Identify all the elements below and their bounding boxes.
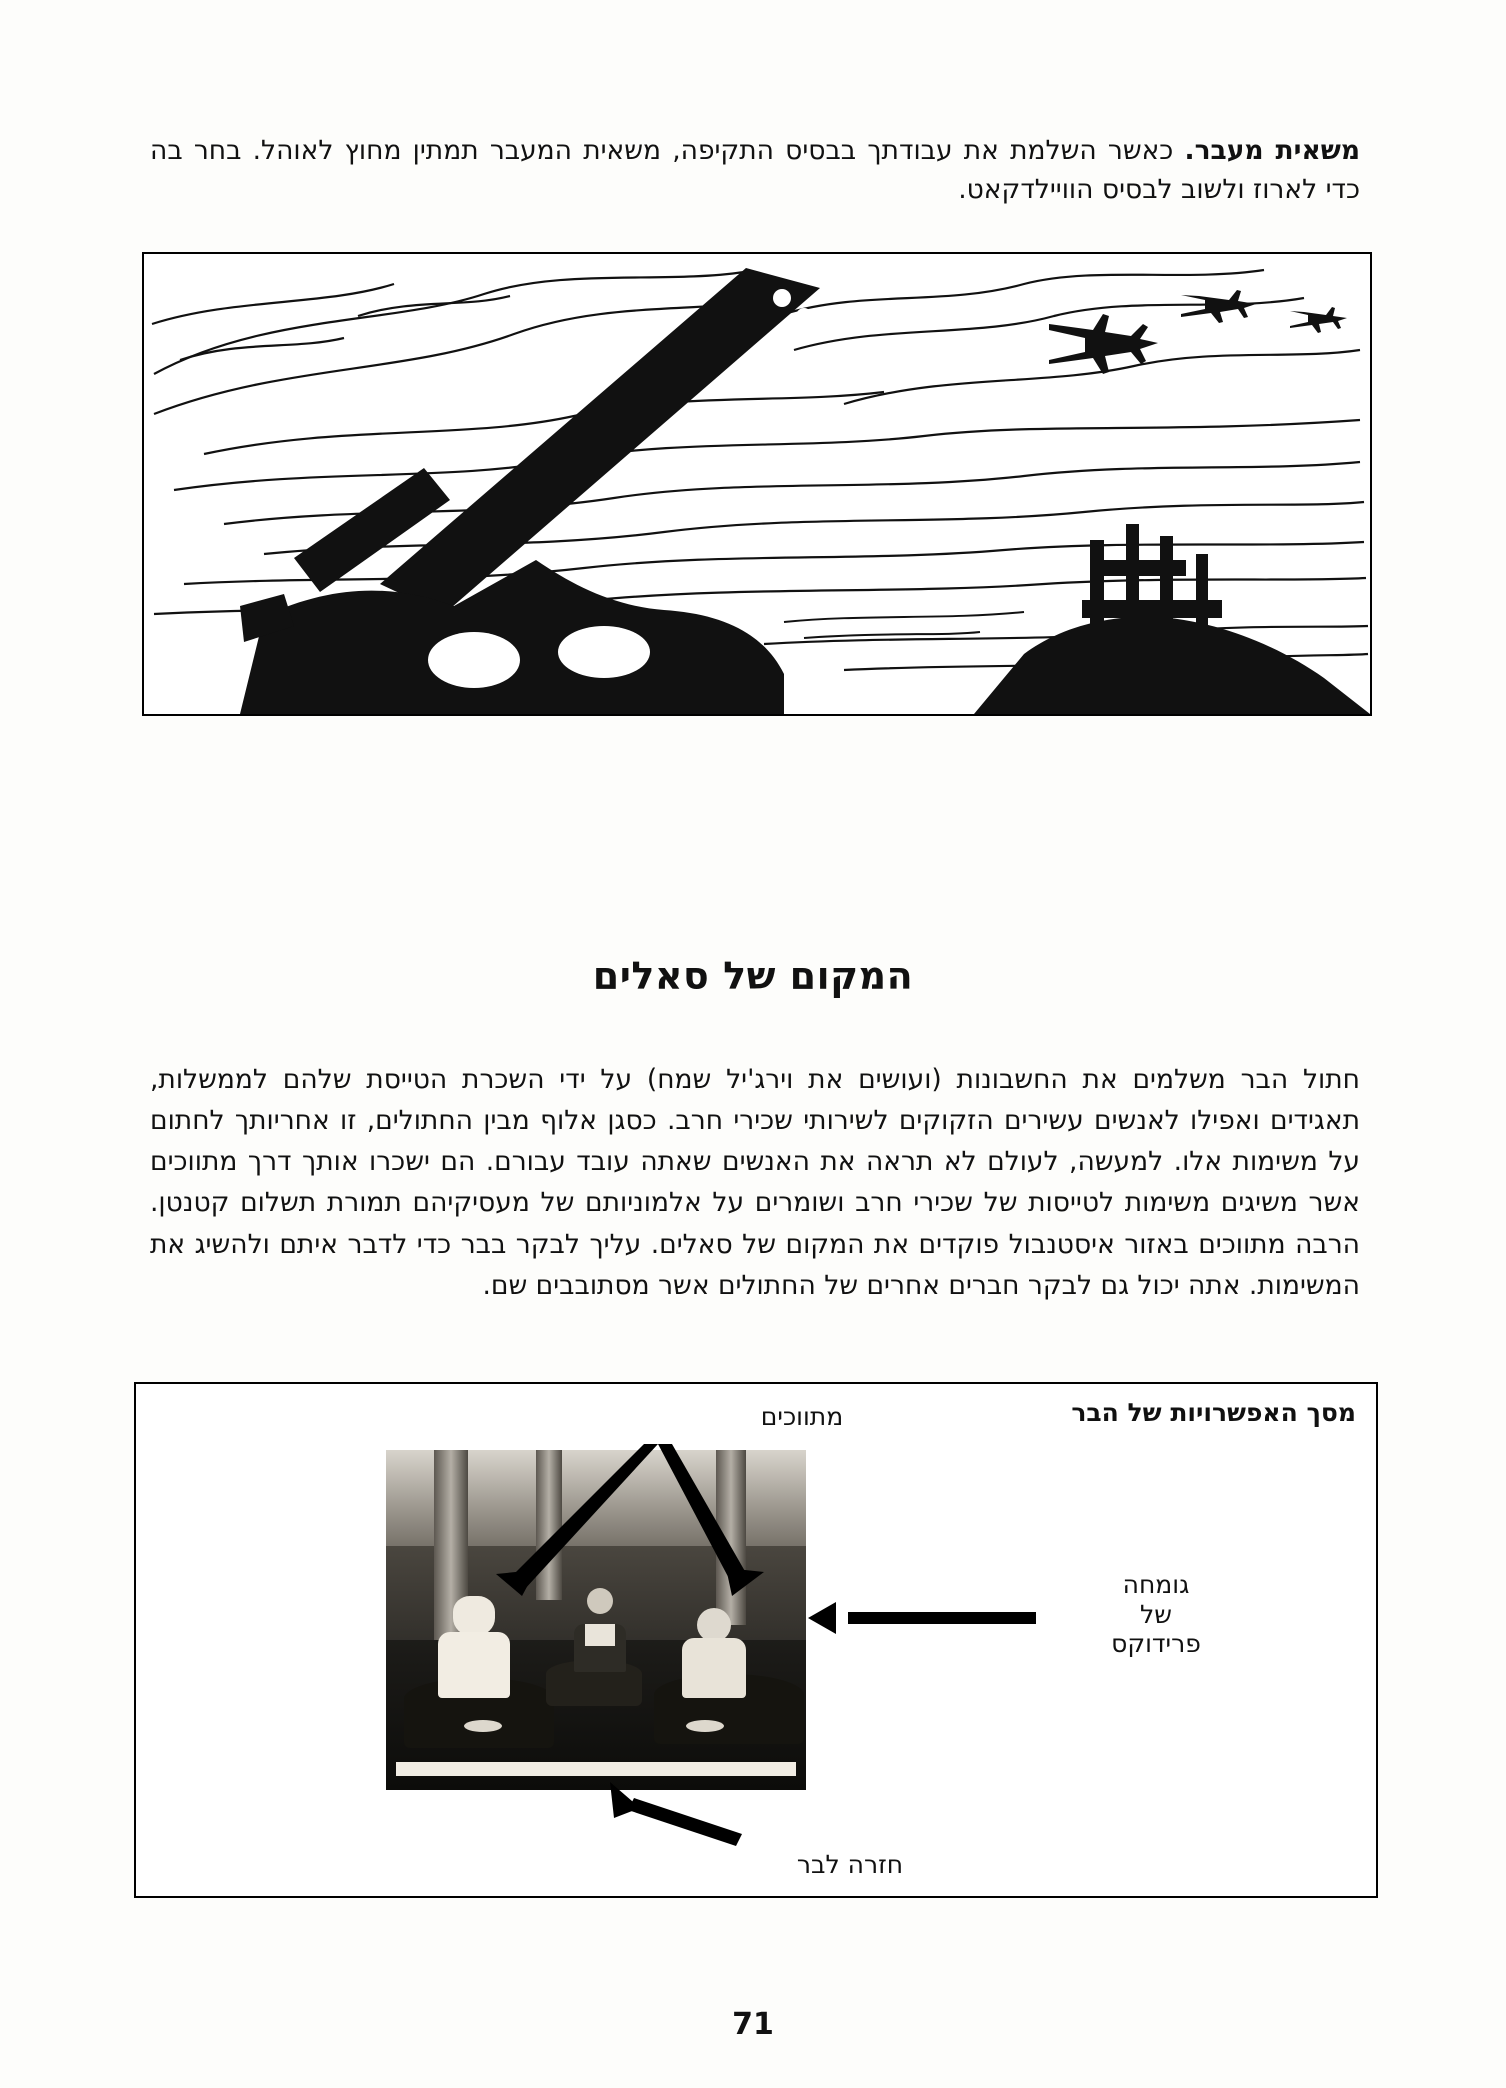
intro-bold-lead: משאית מעבר. [1184, 134, 1361, 166]
section-title: המקום של סאלים [592, 953, 914, 998]
label-paradox-alcove-line3: פרידוקס [1111, 1629, 1201, 1658]
section-paragraph: חתול הבר משלמים את החשבונות (ועושים את וירג'יל שמח) על ידי השכרת הטייסת שלהם לממשלות, תאגידים ואפילו לאנשים עשירים הזקוקים לשירותי שכירי חרב. כסגן אלוף מבין החתולים, זו אחריותך לחתום על משימות אלו. למעשה, לעולם לא תראה את האנשים שאתה עובד עבורם. הם ישכרו אותך דרך מתווכים אשר משיגים משימות לטייסות של שכירי חרב ושומרים על אלמוניותם של מעסיקיהם תמורת תשלום קטנטן. הרבה מתווכים באזור איסטנבול פוקדים את המקום של סאלים. עליך לבקר בבר כדי לדבר איתם ולהשיג את המשימות. אתה יכול גם לבקר חברים אחרים של החתולים אשר מסתובבים שם. [150, 1063, 1360, 1302]
artillery-illustration [142, 252, 1372, 716]
page-number: 71 [732, 2007, 774, 2042]
label-paradox-alcove [1066, 1570, 1246, 1659]
intro-body: כאשר השלמת את עבודתך בבסיס התקיפה, משאית המעבר תמתין מחוץ לאוהל. בחר בה כדי לארוז ולשוב לבסיס הוויילדקאט. [150, 134, 1360, 206]
label-paradox-alcove-line1: גומחה [1122, 1570, 1190, 1599]
figure-bar-options-screen [134, 1382, 1378, 1898]
intro-paragraph [150, 131, 1360, 211]
label-return-to-bar: חזרה לבר [796, 1850, 904, 1879]
label-brokers: מתווכים [760, 1402, 844, 1431]
figure-caption: מסך האפשרויות של הבר [1071, 1398, 1356, 1427]
label-paradox-alcove-line2: של [1140, 1599, 1172, 1629]
